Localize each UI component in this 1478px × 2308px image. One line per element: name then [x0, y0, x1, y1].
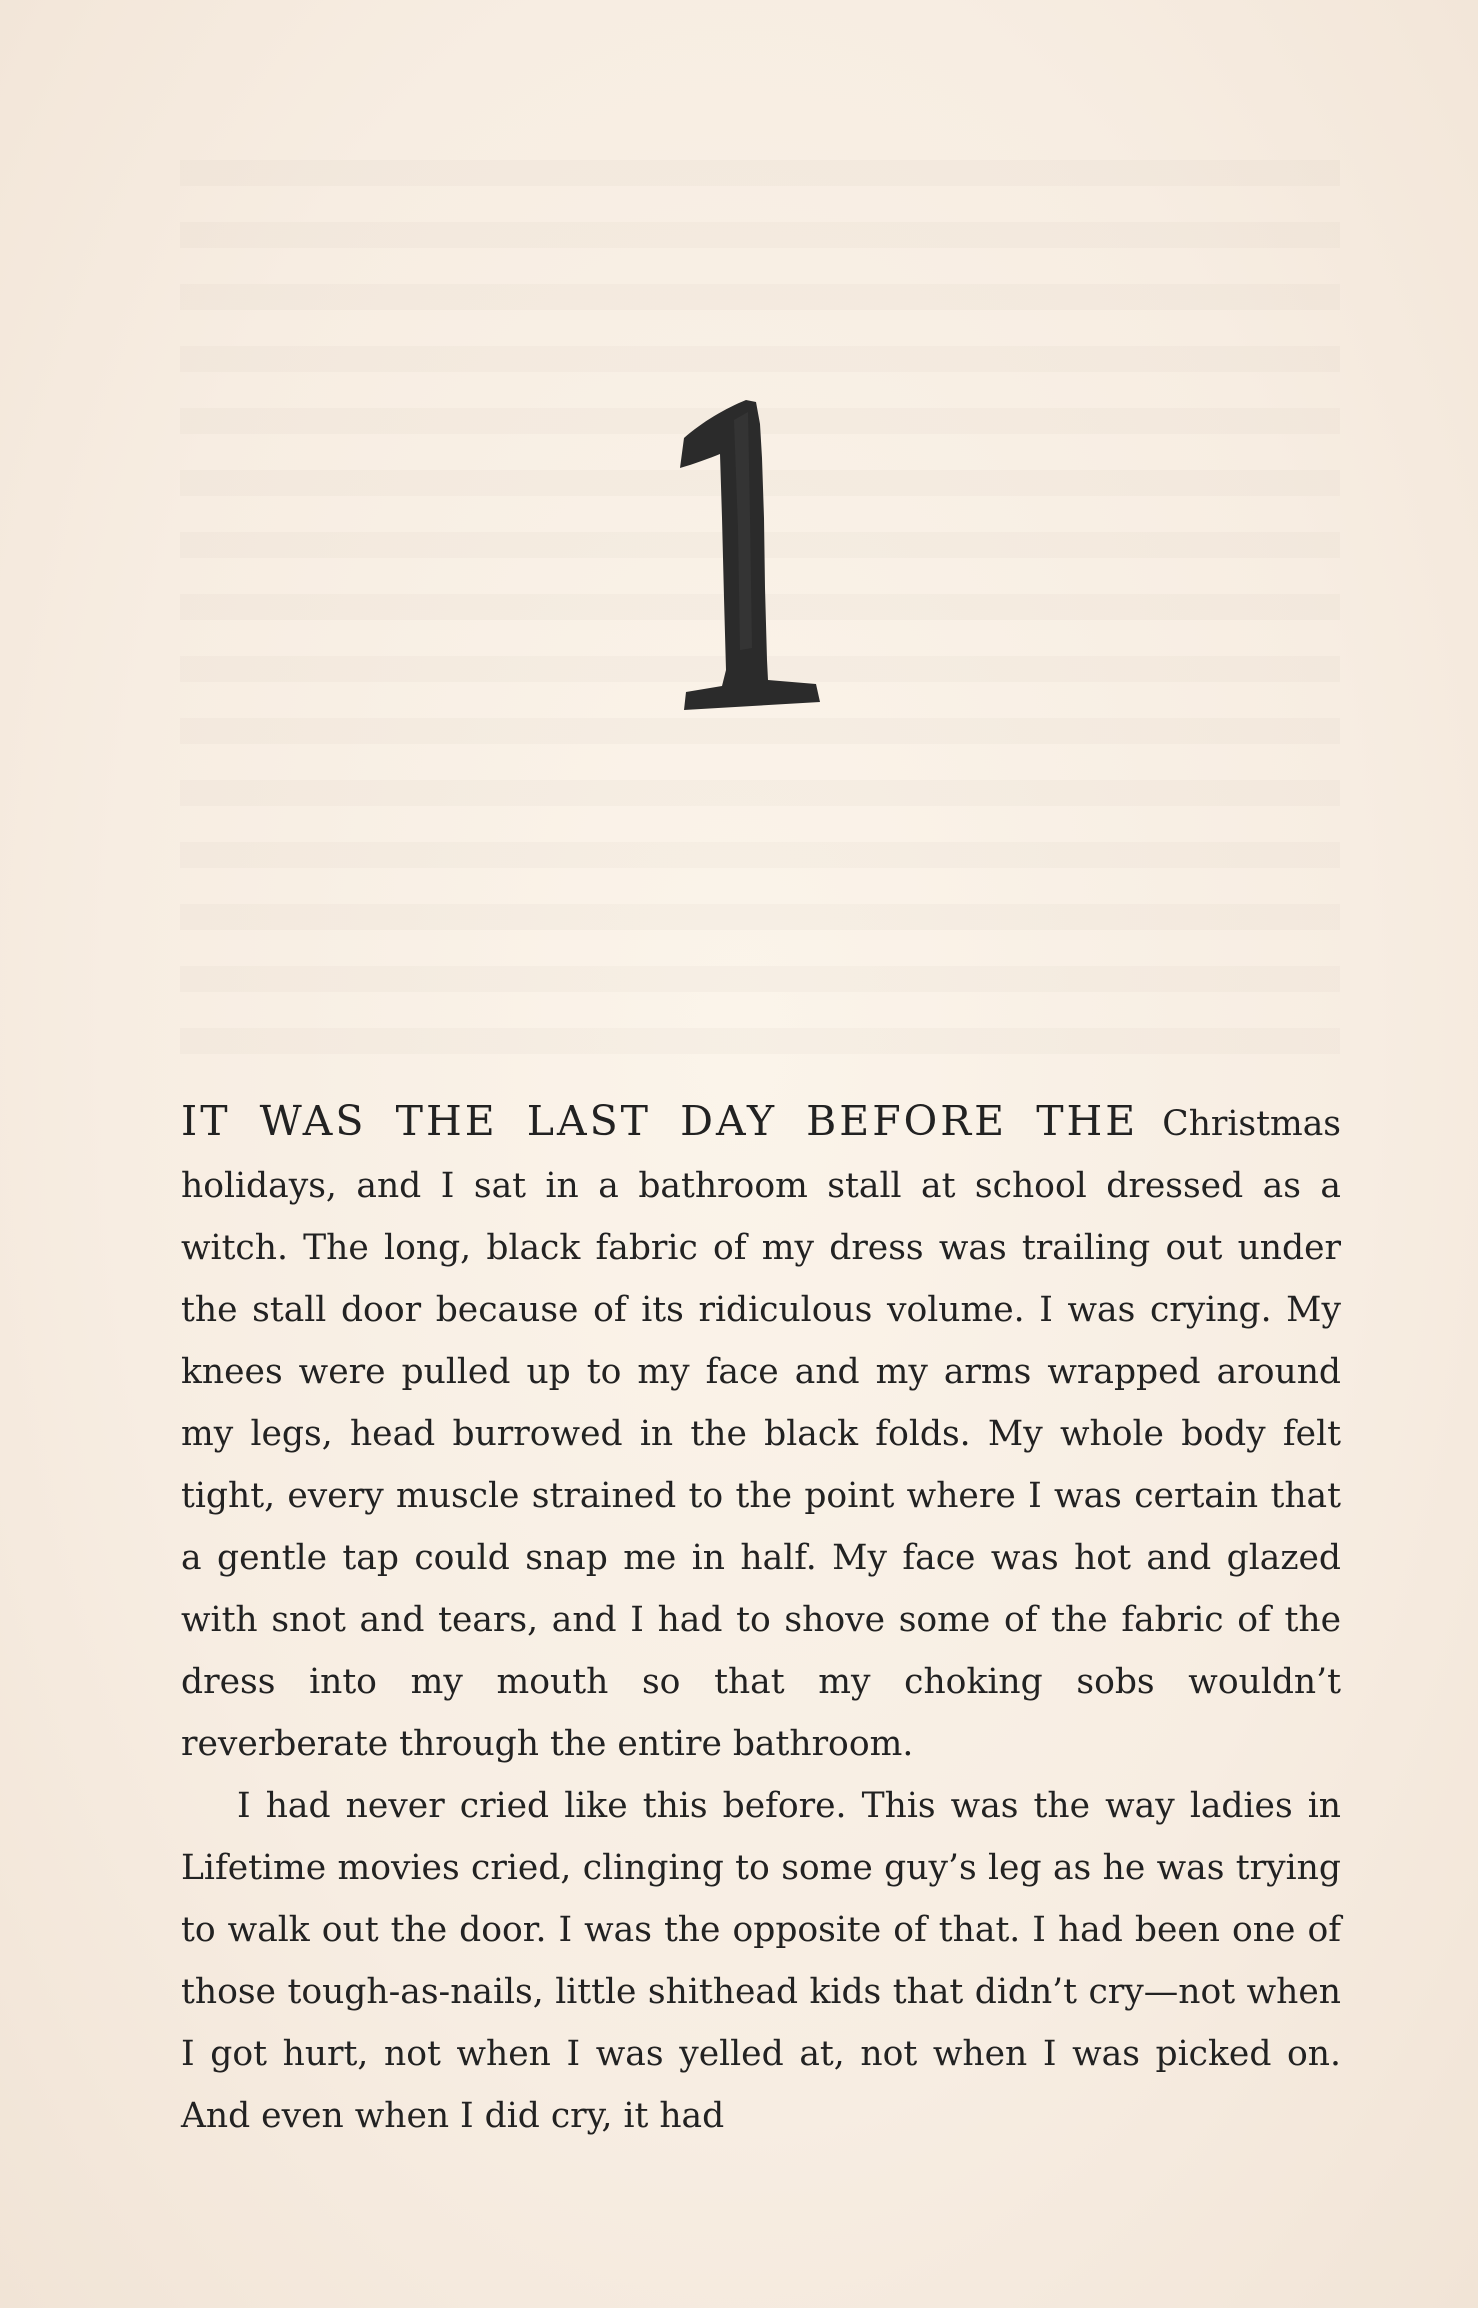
chapter-body [181, 1090, 1341, 2147]
paragraph-1-text: Christmas holidays, and I sat in a bathroom stall at school dressed as a witch. The long, black fabric of my dress was trailing out under the stall door because of its ridiculous volume. I was crying. My knees were pulled up to my face and my arms wrapped around my legs, head burrowed in the black folds. My whole body felt tight, every muscle strained to the point where I was certain that a gentle tap could snap me in half. My face was hot and glazed with snot and tears, and I had to shove some of the fabric of the dress into my mouth so that my choking sobs wouldn’t reverberate through the entire bathroom. [181, 1104, 1341, 1764]
opening-line: IT WAS THE LAST DAY BEFORE THE [181, 1097, 1139, 1145]
paragraph-1 [181, 1090, 1341, 1775]
chapter-number-glyph [664, 398, 834, 728]
paragraph-2: I had never cried like this before. This was the way ladies in Lifetime movies cried, clinging to some guy’s leg as he was trying to walk out the door. I was the opposite of that. I had been one of those tough-as-nails, little shithead kids that didn’t cry—not when I got hurt, not when I was yelled at, not when I was picked on. And even when I did cry, it had [181, 1786, 1341, 2136]
chapter-number [664, 398, 834, 728]
